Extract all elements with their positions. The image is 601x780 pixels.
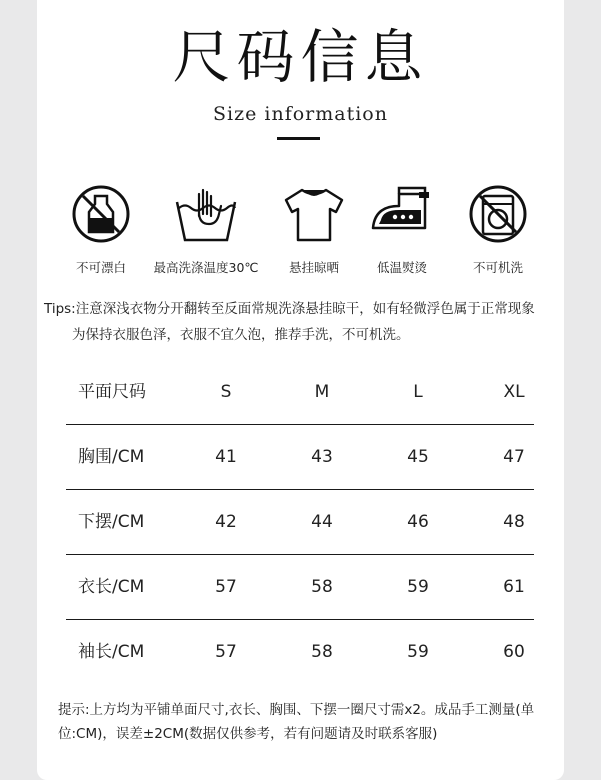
size-table [66, 360, 534, 684]
table-cell: 42 [215, 512, 237, 532]
page-title: 尺码信息 [172, 23, 429, 91]
table-cell: 43 [311, 447, 333, 467]
measurement-note [58, 698, 558, 746]
row-label: 袖长/CM [78, 642, 145, 662]
table-cell: 47 [503, 447, 525, 467]
table-cell: 41 [215, 447, 237, 467]
care-label: 低温熨烫 [376, 260, 427, 275]
header-cell: XL [503, 382, 525, 402]
hang-dry-icon [282, 184, 346, 244]
care-label: 不可机洗 [472, 260, 523, 275]
care-label: 最高洗涤温度30℃ [153, 260, 259, 275]
no-machine-wash-icon [468, 184, 528, 244]
care-item-no-machine-wash [438, 184, 558, 276]
row-label: 衣长/CM [78, 577, 145, 597]
no-bleach-icon [71, 184, 131, 244]
title-divider [277, 137, 320, 140]
header-cell: L [413, 382, 423, 402]
table-cell: 61 [503, 577, 525, 597]
care-tips [44, 296, 584, 348]
table-cell: 45 [407, 447, 429, 467]
table-row [66, 555, 534, 620]
table-cell: 60 [503, 642, 525, 662]
page-subtitle: Size information [213, 103, 388, 125]
table-cell: 44 [311, 512, 333, 532]
table-cell: 57 [215, 642, 237, 662]
table-cell: 59 [407, 577, 429, 597]
hand-wash-30-icon [171, 184, 241, 244]
row-label: 下摆/CM [78, 512, 145, 532]
table-cell: 48 [503, 512, 525, 532]
care-label: 不可漂白 [75, 260, 126, 275]
care-label: 悬挂晾晒 [288, 260, 339, 275]
table-cell: 58 [311, 642, 333, 662]
note-line-1: 提示:上方均为平铺单面尺寸,衣长、胸围、下摆一圈尺寸需x2。成品手工测量(单 [58, 702, 535, 718]
table-cell: 57 [215, 577, 237, 597]
header-cell: S [220, 382, 232, 402]
table-cell: 59 [407, 642, 429, 662]
care-item-hand-wash [146, 184, 266, 276]
table-header-row [66, 360, 534, 425]
low-iron-icon [369, 184, 435, 244]
care-item-no-bleach [41, 184, 161, 276]
tips-line-2: 为保持衣服色泽，衣服不宜久泡，推荐手洗，不可机洗。 [72, 327, 410, 343]
header-cell: M [314, 382, 330, 402]
row-label: 胸围/CM [78, 447, 145, 467]
table-cell: 58 [311, 577, 333, 597]
note-line-2: 位:CM)，误差±2CM(数据仅供参考，若有问题请及时联系客服) [58, 726, 438, 742]
table-row [66, 490, 534, 555]
header-cell: 平面尺码 [78, 382, 146, 402]
table-cell: 46 [407, 512, 429, 532]
tips-line-1: Tips:注意深浅衣物分开翻转至反面常规洗涤悬挂晾干，如有轻微浮色属于正常现象 [44, 301, 535, 317]
table-row [66, 425, 534, 490]
table-row [66, 620, 534, 684]
